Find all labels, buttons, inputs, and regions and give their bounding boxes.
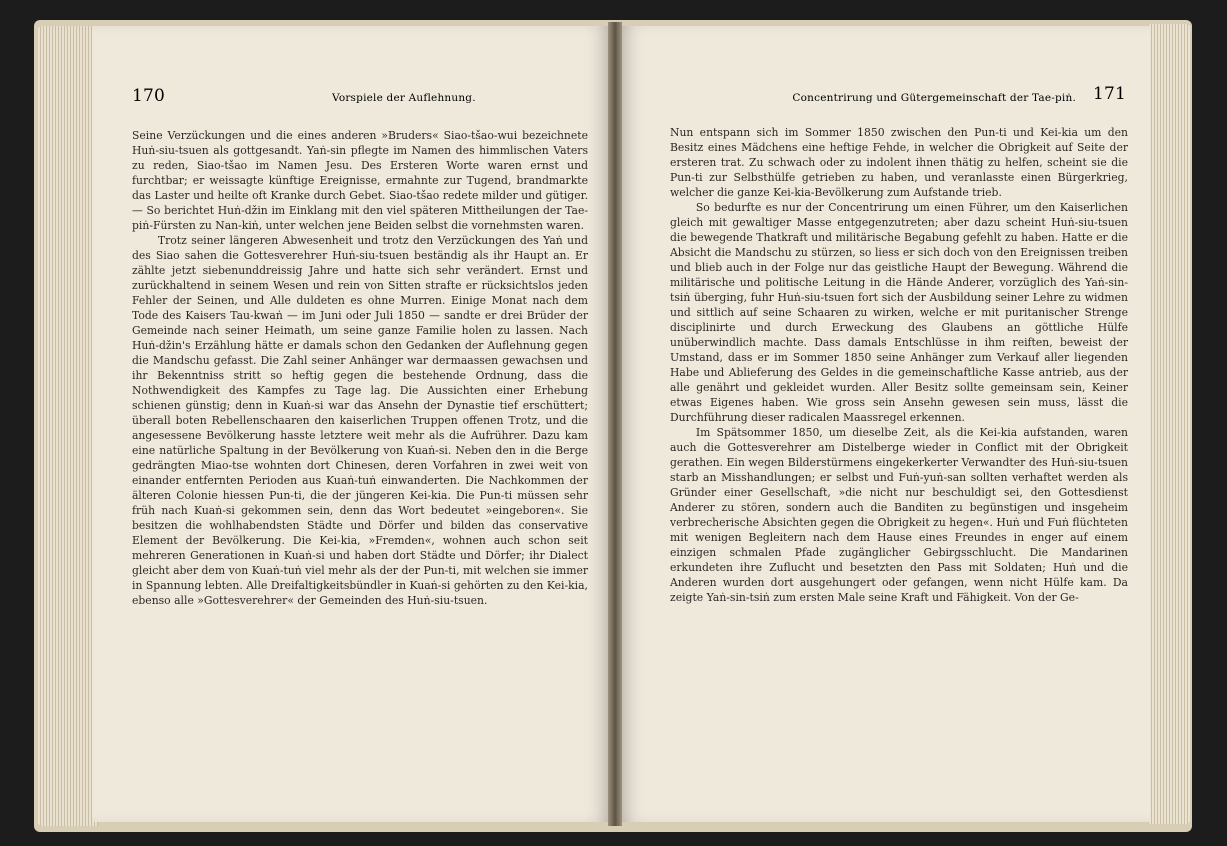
right-paragraph-1: Nun entspann sich im Sommer 1850 zwischen den Pun-ti und Kei-kia um den Besitz eines Mädchens eine heftige Fehde, in welcher die Obrigkeit auf Seite der ersteren trat. Zu schwach oder zu indolent ihnen thätig zu helfen, scheint sie die Pun-ti zur Selbsthülfe getrieben zu haben, und veranlasste einen Bürgerkrieg, welcher die ganze Kei-kia-Bevölkerung zum Aufstande trieb.: [670, 126, 1128, 199]
left-page-body: [132, 128, 588, 608]
right-paragraph-3: Im Spätsommer 1850, um dieselbe Zeit, als die Kei-kia aufstanden, waren auch die Gottesverehrer am Distelberge wieder in Conflict mit der Obrigkeit gerathen. Ein wegen Bilderstürmens eingekerkerter Verwandter des Huṅ-siu-tsuen starb an Misshandlungen; er selbst und Fuṅ-yuṅ-san sollten verhaftet werden als Gründer einer Gesellschaft, »die nicht nur beschuldigt sei, den Gottesdienst Anderer zu stören, sondern auch die Banditen zu begünstigen und insgeheim verbrecherische Absichten gegen die Obrigkeit zu hegen«. Huṅ und Fuṅ flüchteten mit wenigen Begleitern nach dem Hause eines Freundes in enger auf einem einzigen schmalen Pfade zugänglicher Gebirgsschlucht. Die Mandarinen erkundeten ihre Zuflucht und besetzten den Pass mit Soldaten; Huṅ und die Anderen wurden dort ausgehungert oder gefangen, wenn nicht Hülfe kam. Da zeigte Yaṅ-sin-tsiṅ zum ersten Male seine Kraft und Fähigkeit. Von der Ge-: [670, 426, 1128, 604]
right-page-edges: [1148, 24, 1190, 824]
right-page-number: 171: [1092, 84, 1126, 104]
right-page-body: [670, 125, 1128, 605]
book-gutter: [608, 22, 622, 826]
right-paragraph-2: So bedurfte es nur der Concentrirung um einen Führer, um den Kaiserlichen gleich mit gewaltiger Masse entgegenzutreten; aber dazu scheint Huṅ-siu-tsuen die bewegende Thatkraft und militärische Begabung gefehlt zu haben. Hatte er die Absicht die Mandschu zu stürzen, so liess er sich doch von den Ereignissen treiben und blieb auch in der Folge nur das geistliche Haupt der Bewegung. Während die militärische und politische Leitung in die Hände Anderer, vorzüglich des Yaṅ-sin-tsiṅ überging, fuhr Huṅ-siu-tsuen fort sich der Ausbildung seiner Lehre zu widmen und sittlich auf seine Schaaren zu wirken, welche er mit puritanischer Strenge disciplinirte und durch Erweckung des Glaubens an göttliche Hülfe unüberwindlich machte. Dass damals Entschlüsse in ihm reiften, beweist der Umstand, dass er im Sommer 1850 seine Anhänger zum Verkauf aller liegenden Habe und Ablieferung des Geldes in die gemeinschaftliche Kasse antrieb, aus der alle genährt und gekleidet wurden. Aller Besitz sollte gemeinsam sein, Keiner etwas Eigenes haben. Wie gross sein Ansehn gewesen sein muss, lässt die Durchführung dieser radicalen Maassregel erkennen.: [670, 201, 1128, 424]
left-running-head: Vorspiele der Auflehnung.: [332, 92, 476, 104]
right-running-head: Concentrirung und Gütergemeinschaft der Tae-piṅ.: [792, 92, 1076, 104]
left-page-number: 170: [132, 86, 166, 106]
left-paragraph-1: Seine Verzückungen und die eines anderen »Bruders« Siao-tšao-wui bezeichnete Huṅ-siu-tsuen als gottgesandt. Yaṅ-sin pflegte im Namen des himmlischen Vaters zu reden, Siao-tšao im Namen Jesu. Des Ersteren Worte waren ernst und furchtbar; er weissagte künftige Ereignisse, ermahnte zur Tugend, brandmarkte das Laster und heilte oft Kranke durch Gebet. Siao-tšao redete milder und gütiger. — So berichtet Huṅ-džin im Einklang mit den viel späteren Mittheilungen der Tae-piṅ-Fürsten zu Nan-kiṅ, unter welchen jene Beiden selbst die vornehmsten waren.: [132, 129, 588, 232]
left-paragraph-2: Trotz seiner längeren Abwesenheit und trotz den Verzückungen des Yaṅ und des Siao sahen die Gottesverehrer Huṅ-siu-tsuen beständig als ihr Haupt an. Er zählte jetzt siebenunddreissig Jahre und hatte sich sehr verändert. Ernst und zurückhaltend in seinem Wesen und rein von Sitten strafte er rücksichtslos jeden Fehler der Seinen, und Alle duldeten es ohne Murren. Einige Monat nach dem Tode des Kaisers Tau-kwaṅ — im Juni oder Juli 1850 — sandte er drei Brüder der Gemeinde nach seiner Heimath, um seine ganze Familie holen zu lassen. Nach Huṅ-džin's Erzählung hätte er damals schon den Gedanken der Auflehnung gegen die Mandschu gefasst. Die Zahl seiner Anhänger war dermaassen gewachsen und ihr Bekenntniss stritt so heftig gegen die bestehende Ordnung, dass die Nothwendigkeit des Kampfes zu Tage lag. Die Aussichten einer Erhebung schienen günstig; denn in Kuaṅ-si war das Ansehn der Dynastie tief erschüttert; überall boten Rebellenschaaren den kaiserlichen Truppen offenen Trotz, und die angesessene Bevölkerung hasste letztere weit mehr als die Aufrührer. Dazu kam eine natürliche Spaltung in der Bevölkerung von Kuaṅ-si. Neben den in die Berge gedrängten Miao-tse wohnten dort Chinesen, deren Vorfahren in zwei weit von einander entfernten Perioden aus Kuaṅ-tuṅ einwanderten. Die Nachkommen der älteren Colonie hiessen Pun-ti, die der jüngeren Kei-kia. Die Pun-ti müssen sehr früh nach Kuaṅ-si gekommen sein, denn das Wort bedeutet »eingeboren«. Sie besitzen die wohlhabendsten Städte und Dörfer und bilden das conservative Element der Bevölkerung. Die Kei-kia, »Fremden«, wohnen auch schon seit mehreren Generationen in Kuaṅ-si und haben dort Städte und Dörfer; ihr Dialect gleicht aber dem von Kuaṅ-tuṅ viel mehr als der der Pun-ti, mit welchen sie immer in Spannung lebten. Alle Dreifaltigkeitsbündler in Kuaṅ-si gehörten zu den Kei-kia, ebenso alle »Gottesverehrer« der Gemeinden des Huṅ-siu-tsuen.: [132, 234, 588, 607]
left-page-edges: [38, 26, 98, 826]
